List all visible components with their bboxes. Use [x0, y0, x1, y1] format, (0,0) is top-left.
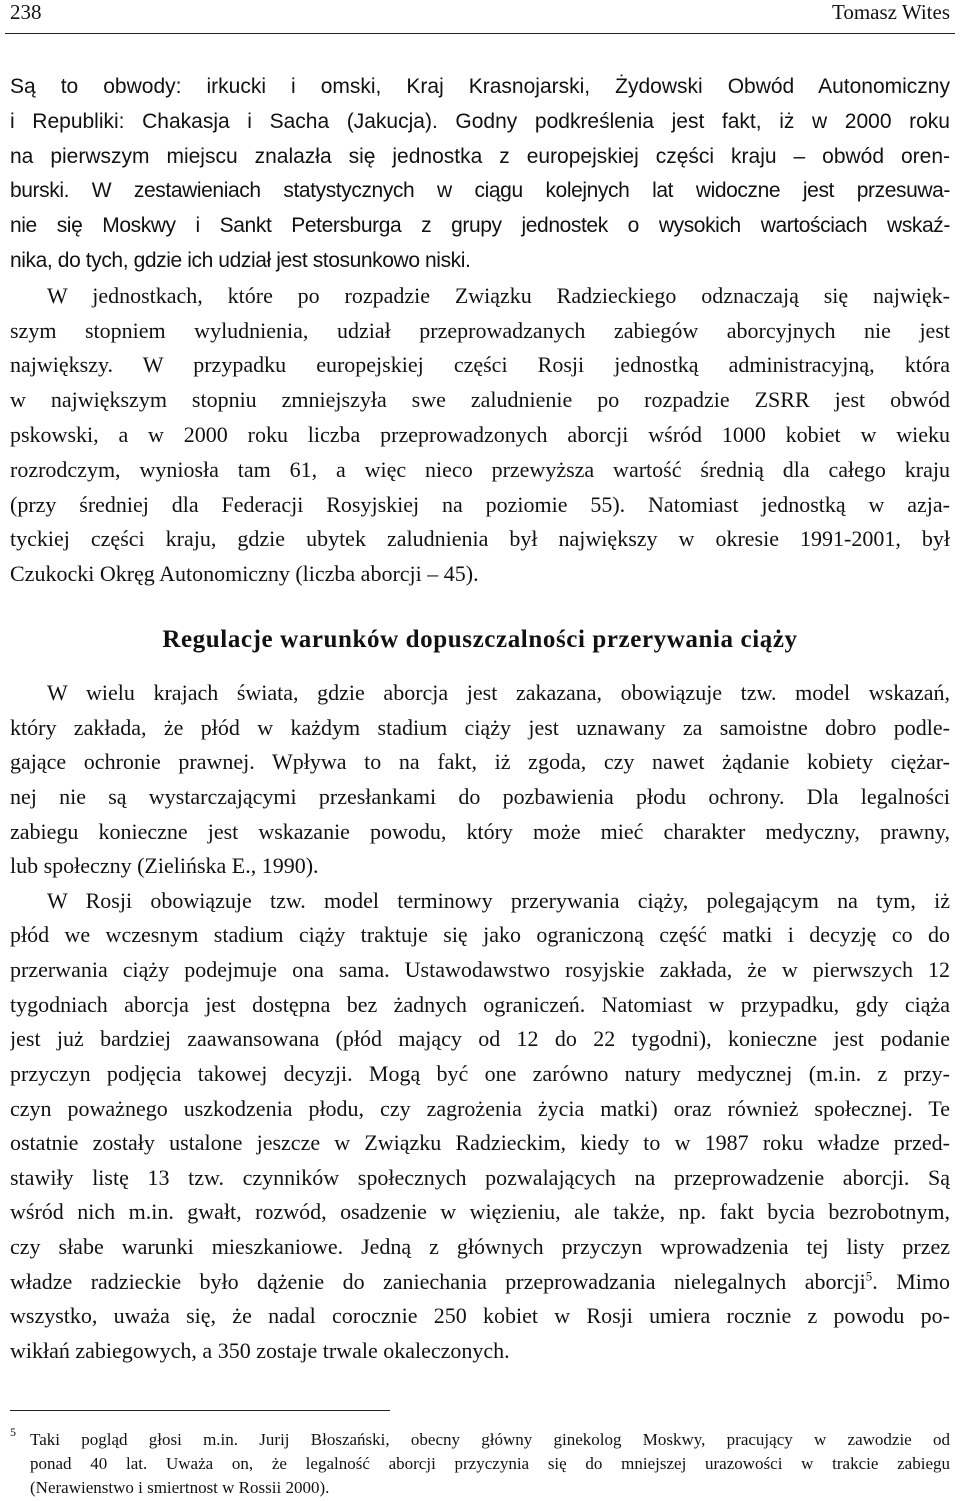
text-line: tyckiej części kraju, gdzie ubytek zaludnienia był największy w okresie 1991-2001, był	[10, 526, 950, 552]
text-line: rozrodczym, wyniosła tam 61, a więc nieco przewyższa wartość średnią dla całego kraju	[10, 456, 950, 482]
footnote-line: (Nerawienstwo i smiertnost w Rossii 2000).	[30, 1478, 330, 1497]
text-line: Są to obwody: irkucki i omski, Kraj Krasnojarski, Żydowski Obwód Autonomiczny	[10, 75, 950, 98]
text-line: zabiegu konieczne jest wskazanie powodu, który może mieć charakter medyczny, prawny,	[10, 818, 950, 844]
text-line: przerwania ciąży podejmuje ona sama. Ustawodawstwo rosyjskie zakłada, że w pierwszych 12	[10, 957, 950, 982]
footnote-line: ponad 40 lat. Uważa on, że legalność aborcji przyczynia się do mniejszej urazowości w trakcie zabiegu	[30, 1454, 950, 1473]
text-line: płód we wczesnym stadium ciąży traktuje się jako ograniczoną część matki i decyzję co do	[10, 922, 950, 948]
text-line: szym stopniem wyludnienia, udział przeprowadzanych zabiegów aborcyjnych nie jest	[10, 317, 950, 343]
body-text-upper	[10, 70, 950, 592]
paragraph	[10, 884, 950, 1369]
text-line: nej nie są wystarczającymi przesłankami do pozbawienia płodu ochrony. Dla legalności	[10, 783, 950, 809]
text-line: burski. W zestawieniach statystycznych w ciągu kolejnych lat widoczne jest przesuwa-	[10, 179, 950, 203]
text-line: i Republiki: Chakasja i Sacha (Jakucja). Godny podkreślenia jest fakt, iż w 2000 roku	[10, 109, 950, 133]
text-line: czy słabe warunki mieszkaniowe. Jedną z głównych przyczyn wprowadzenia tej listy przez	[10, 1234, 950, 1259]
text-line: W Rosji obowiązuje tzw. model terminowy przerywania ciąży, polegającym na tym, iż	[47, 887, 950, 913]
text-line: pskowski, a w 2000 roku liczba przeprowadzonych aborcji wśród 1000 kobiet w wieku	[10, 421, 950, 447]
text-line: w największym stopniu zmniejszyła swe zaludnienie po rozpadzie ZSRR jest obwód	[10, 387, 950, 413]
footnote-reference: 5	[865, 1268, 873, 1284]
section-heading: Regulacje warunków dopuszczalności przerywania ciąży	[162, 626, 798, 653]
text-line: tygodniach aborcja jest dostępna bez żadnych ograniczeń. Natomiast w przypadku, gdy ciąża	[10, 991, 950, 1017]
footnote	[30, 1428, 950, 1500]
page-number: 238	[10, 0, 42, 24]
body-text-lower	[10, 676, 950, 1369]
text-line: największy. W przypadku europejskiej części Rosji jednostką administracyjną, która	[10, 352, 950, 378]
running-head-author: Tomasz Wites	[831, 0, 950, 24]
text-line: wśród nich m.in. gwałt, rozwód, osadzenie w więzieniu, ale także, np. fakt bycia bezrobotnym,	[10, 1199, 950, 1225]
text-line	[10, 1265, 950, 1300]
footnote-marker: 5	[10, 1425, 16, 1439]
paragraph	[10, 279, 950, 592]
text-line: (przy średniej dla Federacji Rosyjskiej na poziomie 55). Natomiast jednostką w azja-	[10, 491, 950, 517]
text-segment: . Mimo	[872, 1268, 950, 1294]
header-rule	[5, 33, 955, 34]
footnote-line: Taki pogląd głosi m.in. Jurij Błoszański, obecny główny ginekolog Moskwy, pracujący w zawodzie od	[30, 1430, 950, 1449]
text-line: który zakłada, że płód w każdym stadium ciąży jest uznawany za samoistne dobro podle-	[10, 714, 950, 740]
text-segment: władze radzieckie było dążenie do zaniechania przeprowadzania nielegalnych aborcji	[10, 1268, 866, 1294]
text-line: gające ochronie prawnej. Wpływa to na fakt, iż zgoda, czy nawet żądanie kobiety ciężar-	[10, 749, 950, 775]
text-line: stawiły listę 13 tzw. czynników społecznych pozwalających na przeprowadzenie aborcji. Są	[10, 1164, 950, 1190]
text-line: nika, do tych, gdzie ich udział jest stosunkowo niski.	[10, 248, 471, 272]
text-line: nie się Moskwy i Sankt Petersburga z grupy jednostek o wysokich wartościach wskaź-	[10, 214, 950, 238]
text-line: czyn poważnego uszkodzenia płodu, czy zagrożenia życia matki) oraz również społecznej. Te	[10, 1095, 950, 1121]
paragraph	[10, 676, 950, 884]
text-line: W wielu krajach świata, gdzie aborcja jest zakazana, obowiązuje tzw. model wskazań,	[47, 680, 950, 705]
text-line: ostatnie zostały ustalone jeszcze w Związku Radzieckim, kiedy to w 1987 roku władze przed-	[10, 1130, 950, 1156]
text-line: przyczyn podjęcia takowej decyzji. Mogą być one zarówno natury medycznej (m.in. z przy-	[10, 1060, 950, 1086]
text-line: na pierwszym miejscu znalazła się jednostka z europejskiej części kraju – obwód oren-	[10, 144, 950, 168]
text-line: Czukocki Okręg Autonomiczny (liczba aborcji – 45).	[10, 561, 479, 587]
paragraph	[10, 70, 950, 279]
text-line: wszystko, uważa się, że nadal corocznie 250 kobiet w Rosji umiera rocznie z powodu po-	[10, 1303, 950, 1329]
text-line: wikłań zabiegowych, a 350 zostaje trwale okaleczonych.	[10, 1337, 510, 1363]
text-line: lub społeczny (Zielińska E., 1990).	[10, 853, 319, 879]
footnote-rule	[10, 1410, 390, 1411]
text-line: jest już bardziej zaawansowana (płód mający od 12 do 22 tygodni), konieczne jest podanie	[10, 1026, 950, 1052]
text-line: W jednostkach, które po rozpadzie Związku Radzieckiego odznaczają się najwięk-	[47, 282, 950, 308]
